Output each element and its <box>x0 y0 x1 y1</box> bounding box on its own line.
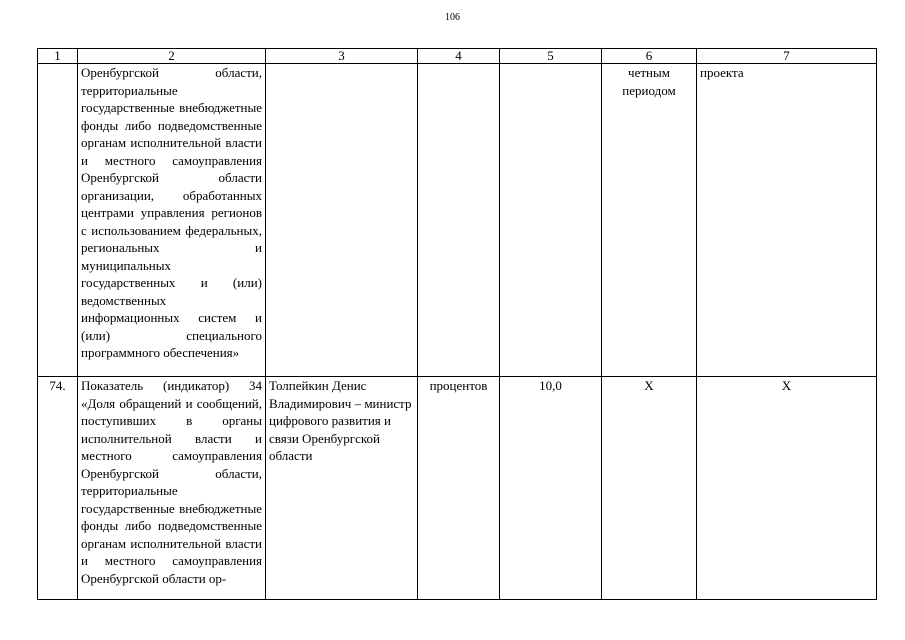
header-col-7: 7 <box>697 49 877 64</box>
header-col-6: 6 <box>602 49 697 64</box>
page-number: 106 <box>445 12 460 23</box>
responsible-person <box>266 64 418 377</box>
indicator-description: Показатель (индикатор) 34 «Доля обращений и сообщений, поступивших в органы исполнительной власти и местного самоуправления Оренбургской области, территориальные государственные внебюджетные фонды либо подведомственные органам исполнительной власти и местного самоуправления Оренбургской области ор- <box>78 377 266 600</box>
table-row-74 <box>38 377 877 600</box>
value: 10,0 <box>500 377 602 600</box>
header-col-3: 3 <box>266 49 418 64</box>
unit <box>418 64 500 377</box>
responsible-person: Толпейкин Денис Владимирович – министр цифрового развития и связи Оренбургской области <box>266 377 418 600</box>
col-7-mark: Х <box>697 377 877 600</box>
row-number <box>38 64 78 377</box>
header-row <box>38 49 877 64</box>
col-6-text: четным периодом <box>602 64 697 377</box>
indicator-description: Оренбургской области, территориальные государственные внебюджетные фонды либо подведомственные органам исполнительной власти и местного самоуправления Оренбургской области организации, обработанных центрами управления регионов с использованием федеральных, региональных и муниципальных государственных и (или) ведомственных информационных систем и (или) специального программного обеспечения» <box>78 64 266 377</box>
row-number: 74. <box>38 377 78 600</box>
col-6-mark: Х <box>602 377 697 600</box>
unit: процентов <box>418 377 500 600</box>
document-table <box>37 48 877 600</box>
header-col-5: 5 <box>500 49 602 64</box>
value <box>500 64 602 377</box>
header-col-4: 4 <box>418 49 500 64</box>
col-7-text: проекта <box>697 64 877 377</box>
header-col-1: 1 <box>38 49 78 64</box>
table-row-continued <box>38 64 877 377</box>
header-col-2: 2 <box>78 49 266 64</box>
